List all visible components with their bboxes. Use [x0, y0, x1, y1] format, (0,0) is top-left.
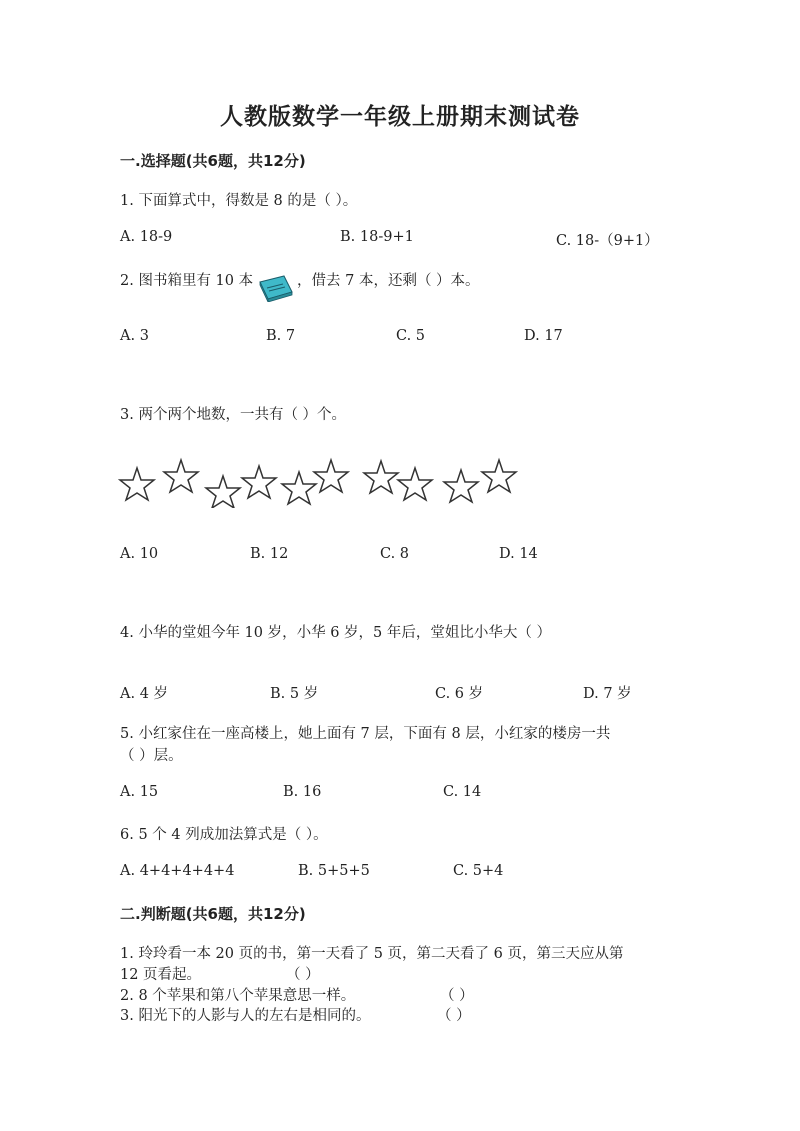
star-group — [118, 452, 528, 512]
q4-option-d: D. 7 岁 — [583, 686, 632, 702]
judge-1-answer-paren: （ ） — [286, 967, 320, 983]
q3-option-c: C. 8 — [380, 546, 410, 562]
star-icon — [398, 468, 432, 500]
question-1: 1. 下面算式中，得数是 8 的是（ ）。 — [120, 193, 358, 209]
question-2-part1: 2. 图书箱里有 10 本 — [120, 273, 254, 289]
judge-2: 2. 8 个苹果和第八个苹果意思一样。 — [120, 988, 356, 1004]
judge-1-line1: 1. 玲玲看一本 20 页的书，第一天看了 5 页，第二天看了 6 页，第三天应从第 — [120, 946, 624, 962]
q3-option-a: A. 10 — [120, 546, 159, 562]
q5-option-a: A. 15 — [120, 784, 159, 800]
q6-option-a: A. 4+4+4+4+4 — [120, 863, 235, 879]
star-icon — [482, 460, 516, 492]
q2-option-a: A. 3 — [120, 328, 149, 344]
q4-option-b: B. 5 岁 — [270, 686, 319, 702]
q1-option-b: B. 18-9+1 — [340, 229, 414, 245]
section-heading-judge: 二.判断题(共6题，共12分) — [120, 905, 306, 923]
q1-option-c: C. 18-（9+1） — [556, 233, 659, 249]
q4-option-c: C. 6 岁 — [435, 686, 484, 702]
q6-option-c: C. 5+4 — [453, 863, 504, 879]
star-icon — [314, 460, 348, 492]
question-5-line1: 5. 小红家住在一座高楼上，她上面有 7 层，下面有 8 层，小红家的楼房一共 — [120, 726, 611, 742]
star-icon — [164, 460, 198, 492]
question-3: 3. 两个两个地数，一共有（ ）个。 — [120, 407, 347, 423]
question-4: 4. 小华的堂姐今年 10 岁，小华 6 岁，5 年后，堂姐比小华大（ ） — [120, 625, 551, 641]
judge-1-line2: 12 页看起。 — [120, 967, 202, 983]
q5-option-c: C. 14 — [443, 784, 482, 800]
judge-2-answer-paren: （ ） — [440, 988, 474, 1004]
book-icon — [258, 272, 294, 306]
q3-option-b: B. 12 — [250, 546, 289, 562]
judge-3: 3. 阳光下的人影与人的左右是相同的。 — [120, 1008, 371, 1024]
star-icon — [282, 472, 316, 504]
star-icon — [444, 470, 478, 502]
q3-option-d: D. 14 — [499, 546, 538, 562]
q2-option-c: C. 5 — [396, 328, 426, 344]
question-6: 6. 5 个 4 列成加法算式是（ ）。 — [120, 827, 328, 843]
q4-option-a: A. 4 岁 — [120, 686, 169, 702]
star-icon — [206, 476, 240, 508]
star-icon — [364, 461, 398, 493]
star-icon — [242, 466, 276, 498]
q2-option-b: B. 7 — [266, 328, 296, 344]
q5-option-b: B. 16 — [283, 784, 322, 800]
star-icon — [120, 468, 154, 500]
question-5-line2: （ ）层。 — [120, 748, 183, 764]
q2-option-d: D. 17 — [524, 328, 563, 344]
q6-option-b: B. 5+5+5 — [298, 863, 370, 879]
judge-3-answer-paren: （ ） — [437, 1008, 471, 1024]
section-heading-choice: 一.选择题(共6题，共12分) — [120, 152, 306, 170]
q1-option-a: A. 18-9 — [120, 229, 173, 245]
page-title: 人教版数学一年级上册期末测试卷 — [220, 103, 580, 130]
question-2-part2: ，借去 7 本，还剩（ ）本。 — [297, 273, 480, 289]
